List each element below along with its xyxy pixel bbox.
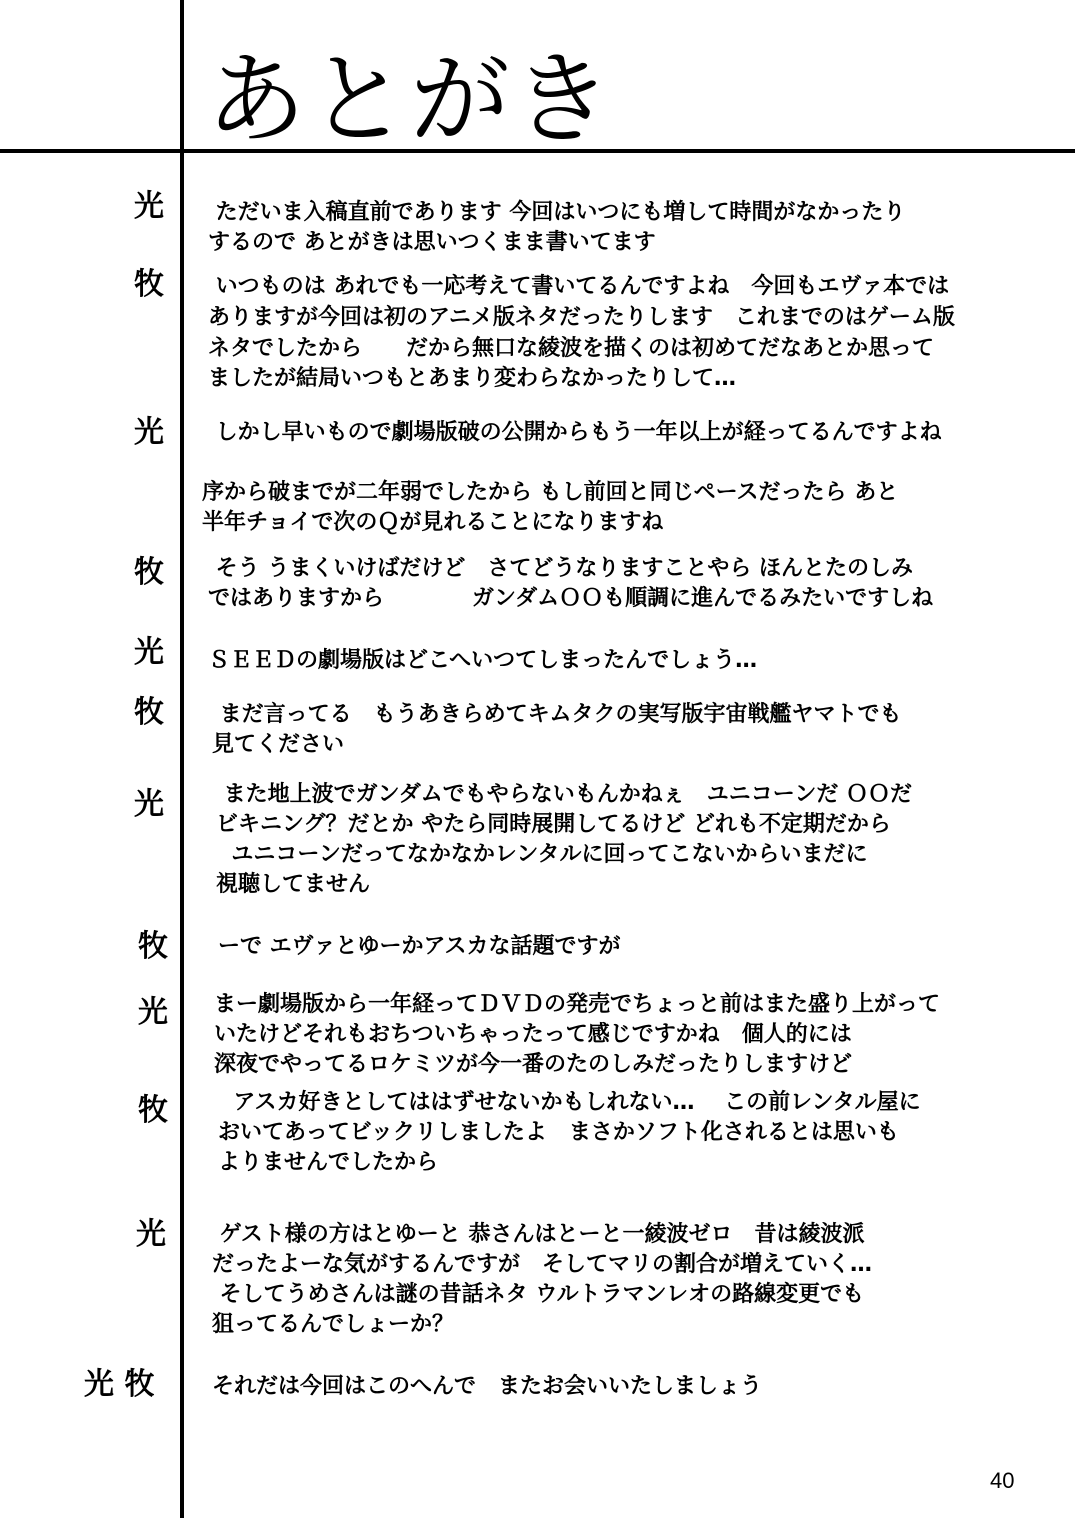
speaker-label: 光 牧: [84, 1367, 155, 1402]
dialogue-line: ゲスト様の方はとゆーと 恭さんはとーと一綾波ゼロ 昔は綾波派: [212, 1222, 865, 1247]
dialogue-line: 視聴してません: [216, 872, 371, 897]
dialogue-line: ーで エヴァとゆーかアスカな話題ですが: [218, 934, 621, 959]
dialogue-line: ネタでしたから だから無口な綾波を描くのは初めてだなあとか思って: [208, 336, 935, 361]
page-number: 40: [990, 1468, 1015, 1493]
speaker-label: 牧: [138, 1093, 168, 1128]
dialogue-line: しかし早いもので劇場版破の公開からもう一年以上が経ってるんですよね: [208, 420, 942, 445]
dialogue-line: ＳＥＥＤの劇場版はどこへいつてしまったんでしょう…: [208, 648, 758, 673]
speaker-label: 光: [134, 787, 164, 822]
dialogue-line: まー劇場版から一年経ってＤＶＤの発売でちょっと前はまた盛り上がって: [214, 992, 941, 1017]
dialogue-line: 狙ってるんでしょーか？: [212, 1312, 455, 1337]
dialogue-line: ビキニング？だとか やたら同時展開してるけど どれも不定期だから: [216, 812, 891, 837]
dialogue-line: 半年チョイで次のＱが見れることになりますね: [202, 510, 664, 535]
dialogue-line: 深夜でやってるロケミツが今一番のたのしみだったりしますけど: [214, 1052, 853, 1077]
dialogue-line: おいてあってビックリしましたよ まさかソフト化されるとは思いも: [218, 1120, 899, 1145]
dialogue-line: ましたが結局いつもとあまり変わらなかったりして…: [208, 366, 737, 391]
dialogue-line: また地上波でガンダムでもやらないもんかねぇ ユニコーンだ ＯＯだ: [216, 782, 913, 807]
vertical-rule: [180, 0, 184, 1518]
speaker-label: 光: [138, 995, 168, 1030]
speaker-label: 牧: [134, 267, 164, 302]
dialogue-line: ありますが今回は初のアニメ版ネタだったりします これまでのはゲーム版: [208, 305, 955, 330]
dialogue-line: それだは今回はこのへんで またお会いいたしましょう: [212, 1374, 763, 1399]
speaker-label: 光: [134, 415, 164, 450]
speaker-label: 牧: [138, 929, 168, 964]
dialogue-line: 序から破までが二年弱でしたから もし前回と同じペースだったら あと: [202, 480, 899, 505]
dialogue-line: 見てください: [212, 732, 345, 757]
speaker-label: 牧: [134, 555, 164, 590]
speaker-label: 光: [134, 189, 164, 224]
dialogue-line: ユニコーンだってなかなかレンタルに回ってこないからいまだに: [216, 842, 868, 867]
dialogue-line: アスカ好きとしてははずせないかもしれない… この前レンタル屋に: [218, 1090, 921, 1115]
dialogue-line: いたけどそれもおちついちゃったって感じですかね 個人的には: [214, 1022, 852, 1047]
dialogue-line: よりませんでしたから: [218, 1150, 439, 1175]
dialogue-line: そう うまくいけばだけど さてどうなりますことやら ほんとたのしみ: [208, 556, 913, 581]
speaker-label: 牧: [134, 695, 164, 730]
dialogue-line: するので あとがきは思いつくまま書いてます: [208, 230, 656, 255]
dialogue-line: ではありますから ガンダムＯＯも順調に進んでるみたいですしね: [208, 586, 934, 611]
dialogue-line: だったよーな気がするんですが そしてマリの割合が増えていく…: [212, 1252, 873, 1277]
speaker-label: 光: [136, 1217, 166, 1252]
speaker-label: 光: [134, 635, 164, 670]
dialogue-line: まだ言ってる もうあきらめてキムタクの実写版宇宙戦艦ヤマトでも: [212, 702, 902, 727]
dialogue-line: ただいま入稿直前であります 今回はいつにも増して時間がなかったり: [208, 200, 906, 225]
dialogue-line: そしてうめさんは謎の昔話ネタ ウルトラマンレオの路線変更でも: [212, 1282, 865, 1307]
dialogue-line: いつものは あれでも一応考えて書いてるんですよね 今回もエヴァ本では: [208, 274, 950, 299]
page-title: あとがき: [206, 41, 614, 158]
